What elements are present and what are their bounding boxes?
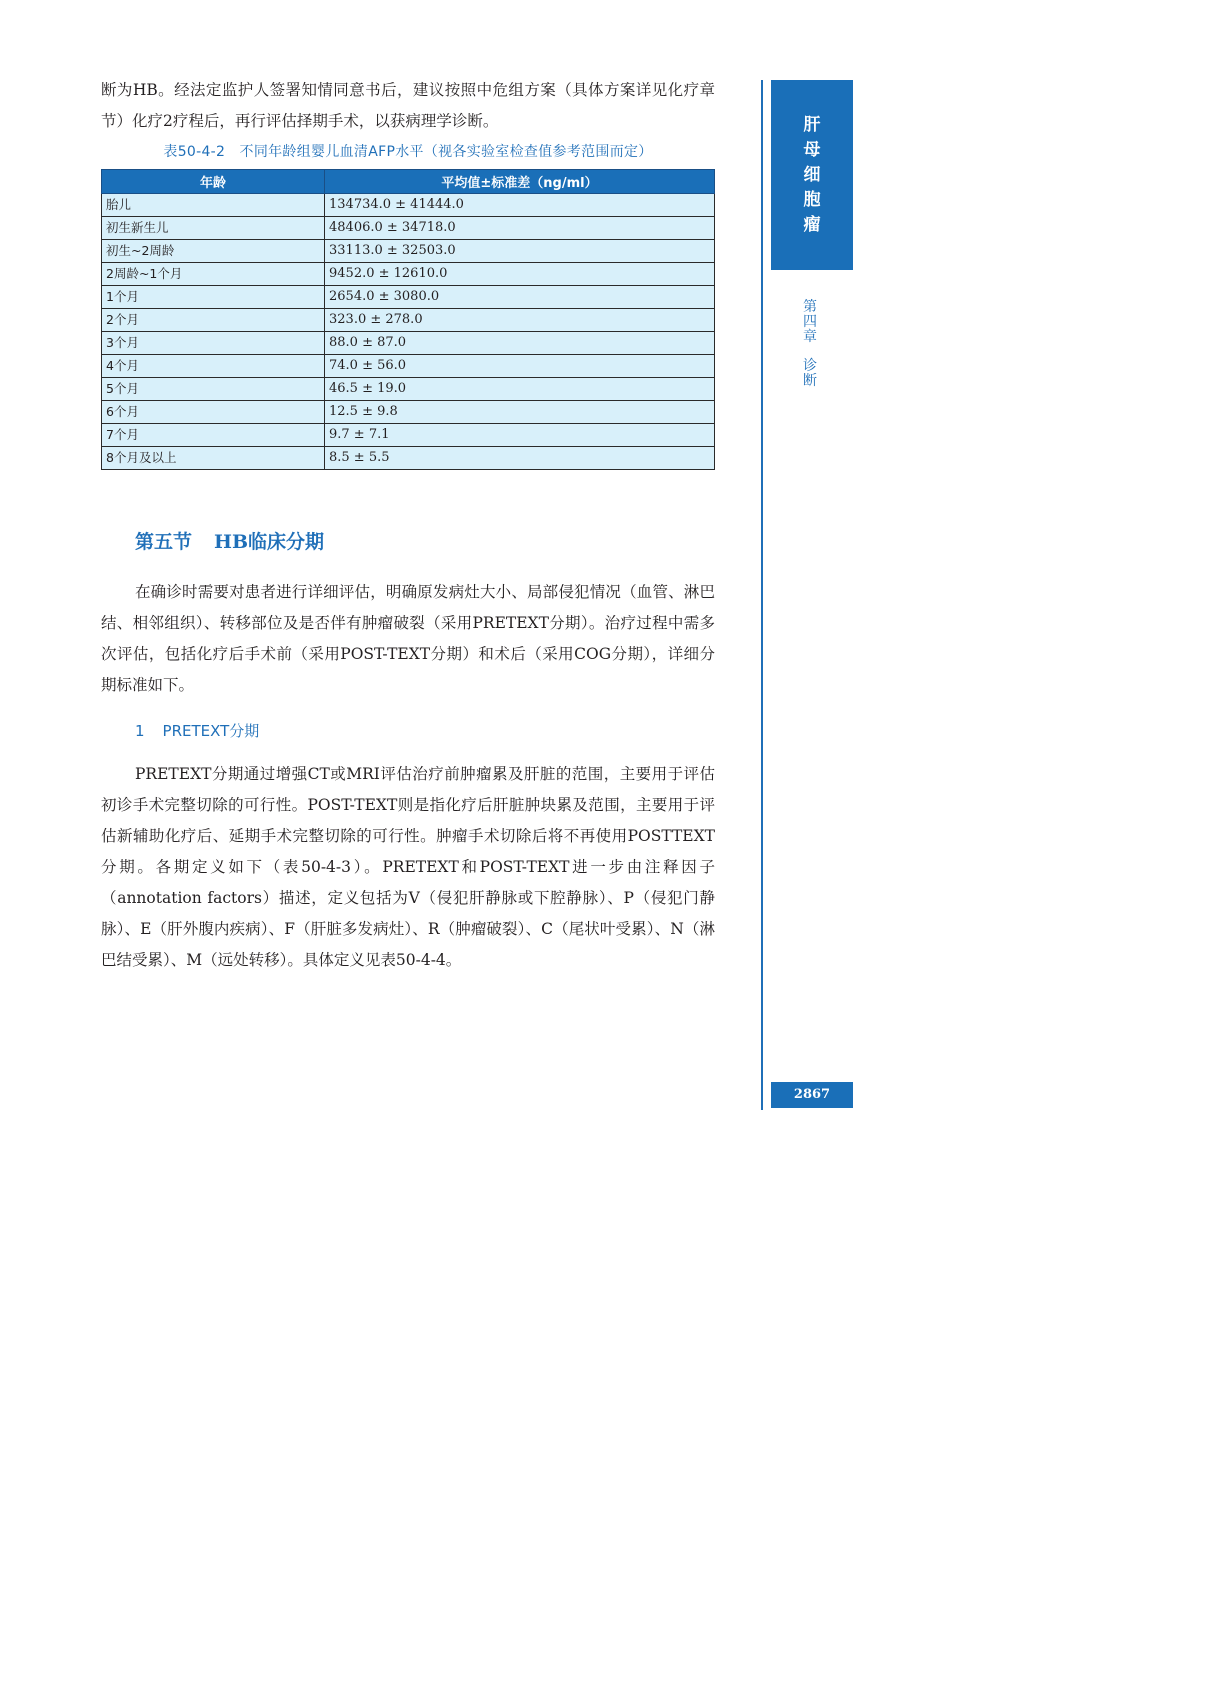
section-number: 第五节 <box>135 531 193 553</box>
age-cell: 2周龄~1个月 <box>102 263 325 286</box>
table-row <box>102 263 715 286</box>
section-label-char: 四 <box>803 314 817 330</box>
afp-value-cell: 2654.0 ± 3080.0 <box>325 286 715 309</box>
table-row <box>102 424 715 447</box>
chapter-char: 瘤 <box>803 215 821 235</box>
chapter-char: 肝 <box>803 115 821 135</box>
age-cell: 1个月 <box>102 286 325 309</box>
afp-value-cell: 88.0 ± 87.0 <box>325 332 715 355</box>
table-row <box>102 309 715 332</box>
age-cell: 2个月 <box>102 309 325 332</box>
age-cell: 4个月 <box>102 355 325 378</box>
chapter-char: 母 <box>803 140 821 160</box>
age-cell: 初生~2周龄 <box>102 240 325 263</box>
section-label-char: 第 <box>803 299 817 315</box>
section-paragraph: 在确诊时需要对患者进行详细评估，明确原发病灶大小、局部侵犯情况（血管、淋巴结、相邻组织）、转移部位及是否伴有肿瘤破裂（采用PRETEXT分期）。治疗过程中需多次评估，包括化疗后手术前（采用POST-TEXT分期）和术后（采用COG分期），详细分期标准如下。 <box>101 583 715 694</box>
chapter-tab <box>771 80 853 270</box>
table-row <box>102 378 715 401</box>
afp-value-cell: 46.5 ± 19.0 <box>325 378 715 401</box>
age-cell: 胎儿 <box>102 194 325 217</box>
chapter-char: 胞 <box>803 190 821 210</box>
afp-value-cell: 9.7 ± 7.1 <box>325 424 715 447</box>
age-cell: 8个月及以上 <box>102 447 325 470</box>
section-label-char: 章 <box>803 329 817 345</box>
afp-value-cell: 48406.0 ± 34718.0 <box>325 217 715 240</box>
sidebar-divider <box>761 80 763 1110</box>
column-header-value: 平均值±标准差（ng/ml） <box>325 170 715 194</box>
age-cell: 5个月 <box>102 378 325 401</box>
page-number: 2867 <box>771 1082 853 1108</box>
section-label <box>800 300 820 389</box>
table-row <box>102 332 715 355</box>
table-header-row <box>102 170 715 194</box>
age-cell: 3个月 <box>102 332 325 355</box>
section-label-char: 断 <box>803 373 817 389</box>
main-content <box>101 70 715 976</box>
table-row <box>102 447 715 470</box>
section-label-char: 诊 <box>803 358 817 374</box>
table-row <box>102 286 715 309</box>
table-caption: 表50-4-2 不同年龄组婴儿血清AFP水平（视各实验室检查值参考范围而定） <box>163 144 653 160</box>
section-title: HB临床分期 <box>214 531 325 553</box>
age-cell: 初生新生儿 <box>102 217 325 240</box>
table-row <box>102 355 715 378</box>
chapter-char: 细 <box>803 165 821 185</box>
table-row <box>102 217 715 240</box>
age-cell: 6个月 <box>102 401 325 424</box>
subsection-number: 1 <box>135 722 145 740</box>
afp-value-cell: 74.0 ± 56.0 <box>325 355 715 378</box>
afp-value-cell: 12.5 ± 9.8 <box>325 401 715 424</box>
afp-table <box>101 169 715 470</box>
table-row <box>102 240 715 263</box>
table-row <box>102 194 715 217</box>
subsection-heading <box>135 717 715 745</box>
afp-value-cell: 9452.0 ± 12610.0 <box>325 263 715 286</box>
age-cell: 7个月 <box>102 424 325 447</box>
afp-value-cell: 8.5 ± 5.5 <box>325 447 715 470</box>
afp-value-cell: 323.0 ± 278.0 <box>325 309 715 332</box>
afp-value-cell: 33113.0 ± 32503.0 <box>325 240 715 263</box>
table-body <box>102 194 715 470</box>
subsection-paragraph: PRETEXT分期通过增强CT或MRI评估治疗前肿瘤累及肝脏的范围，主要用于评估初诊手术完整切除的可行性。POST-TEXT则是指化疗后肝脏肿块累及范围，主要用于评估新辅助化疗后、延期手术完整切除的可行性。肿瘤手术切除后将不再使用POSTTEXT分期。各期定义如下（表50-4-3）。PRETEXT和POST-TEXT进一步由注释因子（annotation factors）描述，定义包括为V（侵犯肝静脉或下腔静脉）、P（侵犯门静脉）、E（肝外腹内疾病）、F（肝脏多发病灶）、R（肿瘤破裂）、C（尾状叶受累）、N（淋巴结受累）、M（远处转移）。具体定义见表50-4-4。 <box>101 765 715 969</box>
subsection-title: PRETEXT分期 <box>162 722 260 740</box>
section-heading <box>135 527 715 557</box>
afp-value-cell: 134734.0 ± 41444.0 <box>325 194 715 217</box>
intro-paragraph: 断为HB。经法定监护人签署知情同意书后，建议按照中危组方案（具体方案详见化疗章节）化疗2疗程后，再行评估择期手术，以获病理学诊断。 <box>101 81 715 130</box>
column-header-age: 年龄 <box>102 170 325 194</box>
table-row <box>102 401 715 424</box>
